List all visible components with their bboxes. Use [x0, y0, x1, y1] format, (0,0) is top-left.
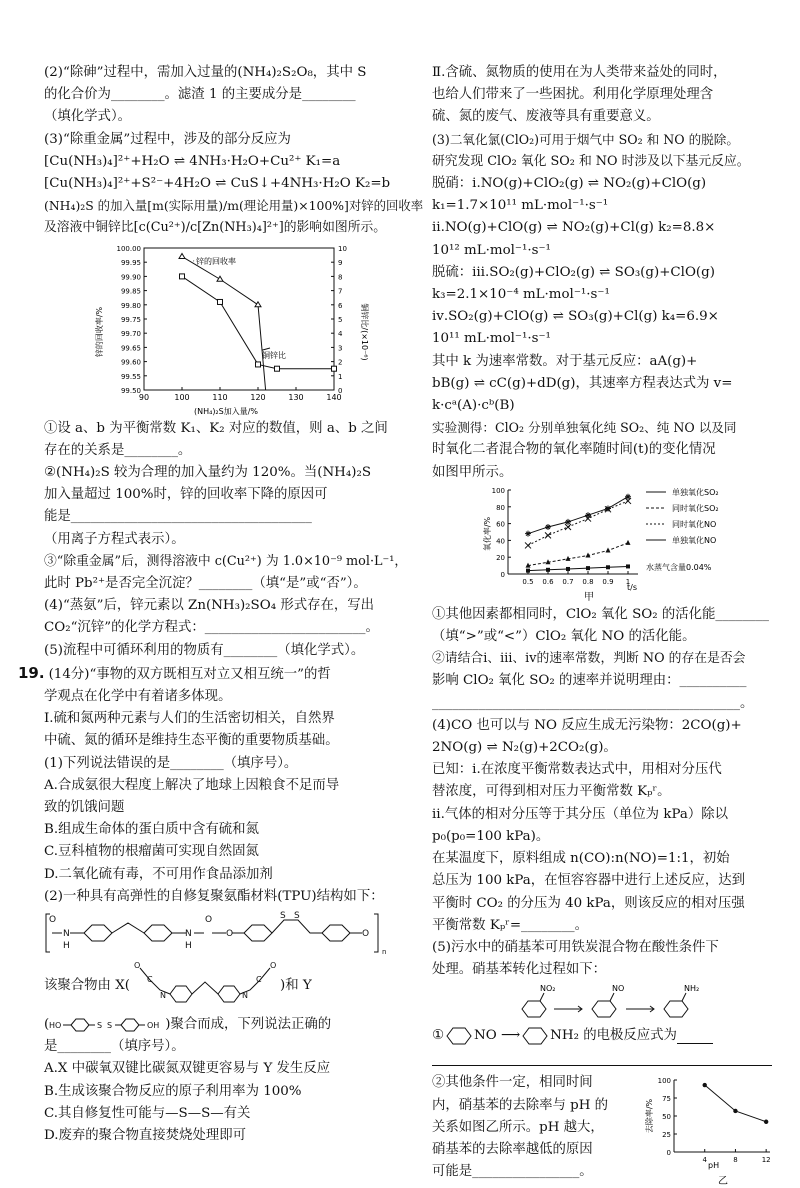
y-tick-label: 25 — [662, 1131, 671, 1139]
tpu-atom-o: O — [362, 929, 369, 939]
text-line: NH₂ 的电极反应式为 — [550, 1025, 677, 1047]
x-tick-label: 110 — [212, 393, 227, 402]
zinc-recovery-chart-svg — [44, 240, 394, 418]
point-triangle — [626, 540, 631, 545]
text-line: 此时 Pb²⁺是否完全沉淀？________（填“是”或“否”）。 — [44, 573, 394, 595]
ratio-line — [182, 276, 334, 368]
tpu-atom-o: O — [226, 929, 233, 939]
text-line: 学观点在化学中有着诸多体现。 — [44, 686, 394, 708]
series-line — [528, 566, 628, 570]
option-d: D.二氧化硫有毒，不可用作食品添加剂 — [44, 864, 394, 886]
text-line: 总压为 100 kPa，在恒容容器中进行上述反应，达到 — [432, 870, 780, 892]
x-tick-label: 1 — [626, 578, 630, 586]
option-c: C.豆科植物的根瘤菌可实现自然固氮 — [44, 841, 394, 863]
text-line: (4)“蒸氨”后，锌元素以 Zn(NH₃)₂SO₄ 形式存在，写出 — [44, 595, 394, 617]
option-a: A.X 中碳氧双键比碳氮双键更容易与 Y 发生反应 — [44, 1058, 394, 1080]
point-star — [565, 519, 571, 525]
legend-leader — [262, 348, 270, 350]
x-tick-label: 0.6 — [542, 578, 554, 586]
text-line: )和 Y — [280, 975, 312, 997]
x-atom-o: O — [270, 961, 276, 970]
recovery-point — [179, 253, 185, 258]
y-tick-label: 0 — [501, 571, 505, 579]
text-line: ②请结合ⅰ、ⅲ、ⅳ的速率常数，判断 NO 的存在是否会 — [432, 648, 780, 670]
tpu-structure — [44, 908, 394, 958]
rate-k2: 10¹² mL·mol⁻¹·s⁻¹ — [432, 240, 780, 262]
x-tick-label: 0.7 — [562, 578, 573, 586]
y-right-tick-label: 4 — [338, 330, 343, 338]
chart2-ylabel: 氧化率/% — [482, 516, 492, 551]
text-line: (4)CO 也可以与 NO 反应生成无污染物：2CO(g)+ — [432, 715, 780, 737]
nitro-label: NO₂ — [540, 984, 556, 993]
x-tick-label: 120 — [250, 393, 265, 402]
y-tick-label: 99.65 — [121, 344, 141, 352]
recovery-point — [255, 301, 261, 306]
equation-line: [Cu(NH₃)₄]²⁺+H₂O ⇌ 4NH₃·H₂O+Cu²⁺ K₁=a — [44, 151, 394, 173]
x-tick-label: 140 — [326, 393, 341, 402]
series-line — [528, 501, 628, 546]
option-c: C.其自修复性可能与—S—S—有关 — [44, 1103, 394, 1125]
amino-label: NH₂ — [684, 984, 699, 993]
text-line: )聚合而成，下列说法正确的 — [165, 1014, 331, 1036]
legend-label: 单独氧化SO₂ — [672, 487, 719, 497]
tpu-atom-n: N — [63, 929, 70, 939]
y-right-tick-label: 6 — [338, 301, 343, 309]
reaction-i: 脱硝：ⅰ.NO(g)+ClO₂(g) ⇌ NO₂(g)+ClO(g) — [432, 173, 780, 195]
left-column — [44, 62, 394, 1147]
text-line: (14分)“事物的双方既相互对立又相互统一”的哲 — [49, 667, 331, 682]
ratio-point — [256, 362, 261, 367]
point-cross — [545, 532, 551, 538]
series-line — [528, 497, 628, 534]
legend-label: 同时氧化SO₂ — [672, 503, 719, 513]
ratio-point — [275, 366, 280, 371]
text-line: ______________________________________________。 — [432, 693, 780, 715]
y-atom-s: S — [97, 1021, 102, 1030]
text-line: 研究发现 ClO₂ 氧化 SO₂ 和 NO 时涉及以下基元反应。 — [432, 151, 780, 173]
text-line: Ⅱ.含硫、氮物质的使用在为人类带来益处的同时， — [432, 62, 780, 84]
text-line: 实验测得：ClO₂ 分别单独氧化纯 SO₂、纯 NO 以及同 — [432, 417, 780, 439]
nitroso-label: NO — [612, 984, 624, 993]
x-tick-label: 0.9 — [602, 578, 613, 586]
y-oh: OH — [147, 1021, 159, 1030]
y-tick-label: 60 — [496, 520, 505, 528]
removal-point — [733, 1109, 737, 1113]
y-tick-label: 100.00 — [117, 245, 142, 253]
text-line: 可能是________________。 — [432, 1161, 642, 1183]
point-cross — [525, 542, 531, 548]
rate-k1: k₁=1.7×10¹¹ mL·mol⁻¹·s⁻¹ — [432, 195, 780, 217]
point-star — [545, 524, 551, 530]
text-line: 影响 ClO₂ 氧化 SO₂ 的速率并说明理由：__________ — [432, 670, 780, 692]
recovery-point — [217, 276, 223, 281]
point-square — [626, 564, 630, 568]
legend-label: 同时氧化NO — [672, 519, 716, 529]
tpu-subscript-n: n — [382, 948, 386, 956]
y-right-tick-label: 7 — [338, 287, 342, 295]
x-atom-c: C — [256, 975, 262, 984]
text-line: 处理。硝基苯转化过程如下： — [432, 959, 780, 981]
option-a: A.合成氨很大程度上解决了地球上因粮食不足而导 — [44, 775, 394, 797]
tpu-atom-n: N — [185, 929, 192, 939]
y-atom-s: S — [107, 1021, 112, 1030]
y-tick-label: 99.85 — [121, 287, 141, 295]
point-triangle — [606, 547, 611, 552]
benzene-ring-icon — [444, 1023, 474, 1049]
y-tick-label: 40 — [496, 537, 505, 545]
tpu-atom-o: O — [49, 915, 56, 925]
text-line: k·cᵃ(A)·cᵇ(B) — [432, 395, 780, 417]
x-tick-label: 0.5 — [522, 578, 533, 586]
monomer-y-structure — [49, 1015, 165, 1035]
chart1-ylabel-right: 铜锌比/(×10⁻⁶) — [360, 303, 370, 360]
monomer-x-line — [44, 958, 394, 1014]
point-square — [606, 565, 610, 569]
tpu-atom-o: O — [205, 915, 212, 925]
removal-point — [703, 1083, 707, 1087]
point-square — [566, 567, 570, 571]
tpu-atom-h: H — [185, 941, 192, 951]
text-line: 替浓度，可得到相对压力平衡常数 Kₚʳ。 — [432, 781, 780, 803]
chart1-xlabel: (NH₄)₂S加入量/% — [194, 406, 258, 416]
nitrobenzene-scheme-svg — [432, 981, 780, 1021]
x-atom-c: C — [147, 975, 153, 984]
right-column — [432, 62, 780, 1188]
tpu-atom-h: H — [63, 941, 70, 951]
text-line: （填“>”或“<”）ClO₂ 氧化 NO 的活化能。 — [432, 626, 780, 648]
text-line: 能是____________________________________ — [44, 506, 394, 528]
text-line: p₀(p₀=100 kPa)。 — [432, 826, 780, 848]
chart3-title: 乙 — [718, 1175, 728, 1187]
chart2-title: 甲 — [584, 591, 594, 603]
y-right-tick-label: 8 — [338, 273, 342, 281]
text-line: 内，硝基苯的去除率与 pH 的 — [432, 1095, 642, 1117]
series-line — [528, 543, 628, 566]
text-line: 中硫、氮的循环是维持生态平衡的重要物质基础。 — [44, 730, 394, 752]
text-line: (3)“除重金属”过程中，涉及的部分反应为 — [44, 129, 394, 151]
text-line: bB(g) ⇌ cC(g)+dD(g)，其速率方程表达式为 v= — [432, 373, 780, 395]
x-tick-label: 130 — [288, 393, 303, 402]
recovery-line — [182, 256, 266, 389]
point-square — [586, 566, 590, 570]
option-d: D.废弃的聚合物直接焚烧处理即可 — [44, 1125, 394, 1147]
text-line: (2)一种具有高弹性的自修复聚氨酯材料(TPU)结构如下： — [44, 886, 394, 908]
y-right-tick-label: 10 — [338, 245, 347, 253]
text-line: ①其他因素都相同时，ClO₂ 氧化 SO₂ 的活化能________ — [432, 604, 780, 626]
text-line: (5)流程中可循环利用的物质有________（填化学式）。 — [44, 640, 394, 662]
y-tick-label: 100 — [492, 487, 505, 495]
y-tick-label: 80 — [496, 504, 505, 512]
y-tick-label: 99.75 — [121, 316, 141, 324]
y-ho: HO — [49, 1021, 61, 1030]
monomer-y-line: ( HO S S OH )聚合而成，下列说法正确的 — [44, 1014, 394, 1036]
text-line: NO ⟶ — [474, 1025, 520, 1047]
text-line: (1)下列说法错误的是________（填序号）。 — [44, 753, 394, 775]
text-line: ①设 a、b 为平衡常数 K₁、K₂ 对应的数值，则 a、b 之间 — [44, 418, 394, 440]
chart1-legend-recovery: 锌的回收率 — [196, 256, 236, 266]
tpu-structure-svg — [44, 908, 394, 958]
text-line: 平衡时 CO₂ 的分压为 40 kPa，则该反应的相对压强 — [432, 893, 780, 915]
text-line: (3)二氧化氯(ClO₂)可用于烟气中 SO₂ 和 NO 的脱除。 — [432, 129, 780, 151]
rate-k3: k₃=2.1×10⁻⁴ mL·mol⁻¹·s⁻¹ — [432, 284, 780, 306]
reaction-ii: ⅱ.NO(g)+ClO(g) ⇌ NO₂(g)+Cl(g) k₂=8.8× — [432, 217, 780, 239]
tpu-atom-s: S — [294, 911, 300, 921]
option-a-cont: 致的饥饿问题 — [44, 797, 394, 819]
chart1-ylabel-left: 锌的回收率/% — [94, 306, 104, 357]
y-tick-label: 99.80 — [121, 301, 141, 309]
y-right-tick-label: 9 — [338, 259, 342, 267]
text-line: ③“除重金属”后，测得溶液中 c(Cu²⁺) 为 1.0×10⁻⁹ mol·L⁻¹， — [44, 551, 394, 573]
option-b: B.生成该聚合物反应的原子利用率为 100% — [44, 1081, 394, 1103]
x-tick-label: 12 — [762, 1156, 771, 1164]
chart2-note: 水蒸气含量0.04% — [646, 562, 712, 572]
removal-rate-chart — [642, 1072, 780, 1188]
text-line: 存在的关系是________。 — [44, 440, 394, 462]
text-line: 硝基苯的去除率越低的原因 — [432, 1139, 642, 1161]
y-tick-label: 99.95 — [121, 259, 141, 267]
answer-line — [432, 1051, 772, 1066]
y-right-tick-label: 5 — [338, 316, 342, 324]
text-line: 平衡常数 Kₚʳ=________。 — [432, 915, 780, 937]
x-tick-label: 8 — [733, 1156, 737, 1164]
nitrobenzene-scheme — [432, 981, 780, 1021]
text-line: 如图甲所示。 — [432, 462, 780, 484]
q5-2-block — [432, 1072, 780, 1188]
text-line: （用离子方程式表示）。 — [44, 529, 394, 551]
chart3-xlabel: pH — [708, 1161, 719, 1170]
y-tick-label: 99.90 — [121, 273, 141, 281]
question-19-header — [44, 662, 394, 686]
text-line: 其中 k 为速率常数。对于基元反应：aA(g)+ — [432, 351, 780, 373]
point-square — [546, 568, 550, 572]
ratio-point — [332, 366, 337, 371]
y-tick-label: 99.50 — [121, 387, 141, 395]
text-line: ②(NH₄)₂S 较为合理的加入量约为 120%。当(NH₄)₂S — [44, 462, 394, 484]
text-line: 在某温度下，原料组成 n(CO):n(NO)=1:1，初始 — [432, 848, 780, 870]
ratio-point — [180, 274, 185, 279]
text-line: 加入量超过 100%时，锌的回收率下降的原因可 — [44, 484, 394, 506]
option-b: B.组成生命体的蛋白质中含有硫和氮 — [44, 819, 394, 841]
text-line: Ⅰ.硫和氮两种元素与人们的生活密切相关，自然界 — [44, 708, 394, 730]
legend-label: 单独氧化NO — [672, 535, 716, 545]
y-tick-label: 100 — [658, 1077, 671, 1085]
point-square — [526, 568, 530, 572]
y-tick-label: 50 — [662, 1113, 671, 1121]
y-right-tick-label: 1 — [338, 372, 342, 380]
x-tick-label: 90 — [139, 393, 149, 402]
oxidation-rate-chart-svg — [432, 484, 780, 604]
question-number: 19. — [18, 664, 45, 682]
ratio-point — [218, 299, 223, 304]
equation-line: [Cu(NH₃)₄]²⁺+S²⁻+4H₂O ⇌ CuS↓+4NH₃·H₂O K₂=b — [44, 173, 394, 195]
x-tick-label: 0.8 — [582, 578, 593, 586]
y-tick-label: 99.70 — [121, 330, 141, 338]
text-line: (NH₄)₂S 的加入量[m(实际用量)/m(理论用量)×100%]对锌的回收率 — [44, 195, 394, 217]
y-right-tick-label: 2 — [338, 358, 342, 366]
monomer-x-structure — [130, 958, 280, 1014]
text-line: 是________（填序号）。 — [44, 1036, 394, 1058]
y-tick-label: 0 — [667, 1149, 671, 1157]
q5-1-line — [432, 1021, 780, 1051]
reaction-iii: 脱硫：ⅲ.SO₂(g)+ClO₂(g) ⇌ SO₃(g)+ClO(g) — [432, 262, 780, 284]
rate-k4: 10¹¹ mL·mol⁻¹·s⁻¹ — [432, 328, 780, 350]
zinc-recovery-chart — [44, 240, 394, 418]
chart1-legend-ratio: 铜锌比 — [262, 350, 286, 360]
y-right-tick-label: 3 — [338, 344, 342, 352]
tpu-atom-s: S — [280, 911, 286, 921]
text-line: ① — [432, 1025, 444, 1047]
x-tick-label: 100 — [174, 393, 189, 402]
chart3-ylabel: 去除率/% — [644, 1099, 654, 1134]
y-tick-label: 20 — [496, 554, 505, 562]
text-line: 关系如图乙所示。pH 越大， — [432, 1117, 642, 1139]
text-line: (5)污水中的硝基苯可用铁炭混合物在酸性条件下 — [432, 937, 780, 959]
text-line: ②其他条件一定，相同时间 — [432, 1072, 642, 1094]
x-atom-n: N — [242, 991, 248, 1000]
y-tick-label: 75 — [662, 1095, 671, 1103]
text-line: 时氧化二者混合物的氧化率随时间(t)的变化情况 — [432, 439, 780, 461]
x-atom-n: N — [160, 991, 166, 1000]
text-line: 已知：ⅰ.在浓度平衡常数表达式中，用相对分压代 — [432, 759, 780, 781]
text-line: (2)“除砷”过程中，需加入过量的(NH₄)₂S₂O₈，其中 S — [44, 62, 394, 84]
text-line: 2NO(g) ⇌ N₂(g)+2CO₂(g)。 — [432, 737, 780, 759]
y-tick-label: 99.55 — [121, 372, 141, 380]
y-right-tick-label: 0 — [338, 387, 342, 395]
text-line: （填化学式）。 — [44, 106, 394, 128]
chart2-xlabel: t/s — [627, 583, 637, 592]
point-star — [525, 531, 531, 537]
removal-point — [764, 1120, 768, 1124]
text-line: 硫、氮的废气、废液等具有重要意义。 — [432, 106, 780, 128]
y-tick-label: 99.60 — [121, 358, 141, 366]
text-line: CO₂“沉锌”的化学方程式：________________________。 — [44, 617, 394, 639]
text-line: 该聚合物由 X( — [44, 975, 130, 997]
text-line: 及溶液中铜锌比[c(Cu²⁺)/c[Zn(NH₃)₄]²⁺]的影响如图所示。 — [44, 217, 394, 239]
benzene-ring-icon — [520, 1023, 550, 1049]
text-line: ⅱ.气体的相对分压等于其分压（单位为 kPa）除以 — [432, 804, 780, 826]
reaction-iv: ⅳ.SO₂(g)+ClO(g) ⇌ SO₃(g)+Cl(g) k₄=6.9× — [432, 306, 780, 328]
text-line: 的化合价为________。滤渣 1 的主要成分是________ — [44, 84, 394, 106]
removal-line — [705, 1085, 766, 1122]
x-atom-o: O — [134, 961, 140, 970]
text-line: 也给人们带来了一些困扰。利用化学原理处理含 — [432, 84, 780, 106]
oxidation-rate-chart — [432, 484, 780, 604]
x-tick-label: 4 — [702, 1156, 707, 1164]
